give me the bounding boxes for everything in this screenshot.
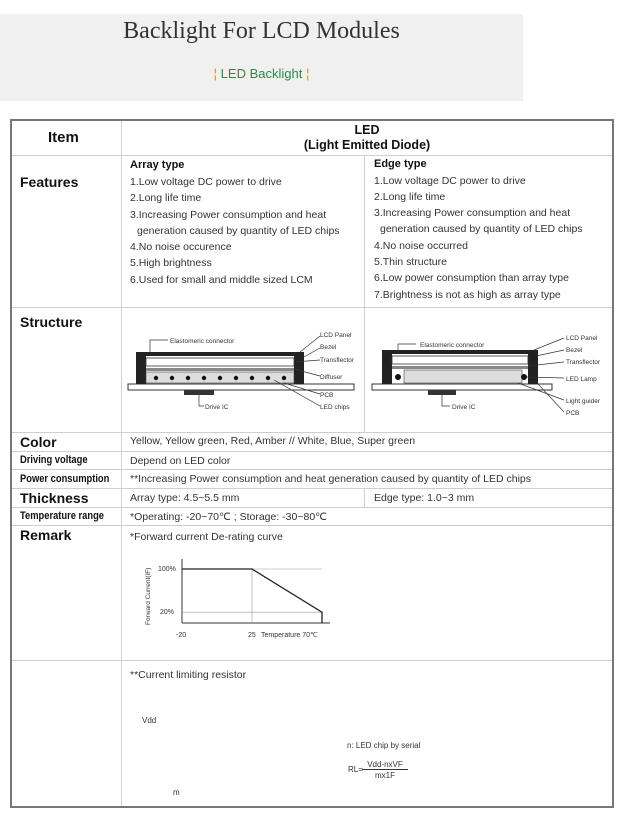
row-divider	[12, 432, 612, 433]
row-divider	[12, 660, 612, 661]
label-bezel: Bezel	[566, 347, 583, 354]
bezel-right	[294, 352, 304, 384]
edge-feature-item: 7.Brightness is not as high as array type	[374, 289, 561, 301]
row-divider	[12, 507, 612, 508]
array-feature-item: 5.High brightness	[130, 257, 212, 269]
drive-ic-chip	[184, 390, 214, 395]
light-guider	[404, 370, 522, 383]
label-drive-ic: Drive IC	[452, 404, 476, 411]
edge-type-heading: Edge type	[374, 158, 427, 170]
current-limiting-resistor-title: **Current limiting resistor	[130, 669, 247, 681]
n-note: n: LED chip by serial	[347, 741, 421, 750]
bezel-top	[136, 352, 304, 356]
derating-curve-title: *Forward current De-rating curve	[130, 531, 283, 543]
row-divider	[12, 155, 612, 156]
transflector	[392, 366, 528, 369]
rl-denominator: mx1F	[375, 771, 395, 780]
pcb-board	[128, 384, 354, 390]
array-type-heading: Array type	[130, 159, 185, 171]
array-feature-item: generation caused by quantity of LED chips	[137, 225, 340, 237]
column-divider-structure	[364, 307, 365, 432]
array-feature-item: 1.Low voltage DC power to drive	[130, 176, 282, 188]
breadcrumb	[0, 66, 523, 81]
bezel-left	[382, 350, 392, 384]
bezel-top	[382, 350, 538, 354]
chart-y-tick-label: 20%	[160, 609, 175, 617]
driving-voltage-value: Depend on LED color	[130, 455, 231, 467]
temperature-range-label: Temperature range	[20, 510, 105, 522]
edge-feature-item: 3.Increasing Power consumption and heat	[374, 207, 571, 219]
led-header-line2: (Light Emitted Diode)	[303, 138, 431, 152]
m-label: m	[173, 788, 180, 797]
power-consumption-value: **Increasing Power consumption and heat generation caused by quantity of LED chips	[130, 473, 531, 485]
edge-feature-item: generation caused by quantity of LED chips	[380, 223, 583, 235]
breadcrumb-separator-left: ¦	[213, 66, 218, 81]
edge-feature-item: 4.No noise occurred	[374, 240, 468, 252]
features-label: Features	[20, 174, 79, 190]
thickness-array-value: Array type: 4.5~5.5 mm	[130, 492, 240, 504]
row-divider	[12, 307, 612, 308]
edge-feature-item: 6.Low power consumption than array type	[374, 272, 569, 284]
color-label: Color	[20, 434, 57, 450]
rl-label: RL=	[348, 765, 363, 774]
label-transflector: Transflector	[320, 357, 355, 364]
diffuser	[146, 368, 294, 371]
label-elastomeric-connector: Elastomeric connector	[420, 342, 485, 349]
label-drive-ic: Drive IC	[205, 404, 229, 411]
label-pcb: PCB	[320, 392, 334, 399]
structure-label: Structure	[20, 314, 83, 330]
label-diffuser: Diffuser	[320, 374, 343, 381]
edge-feature-item: 2.Long life time	[374, 191, 446, 203]
thickness-edge-value: Edge type: 1.0~3 mm	[374, 492, 475, 504]
array-structure-diagram	[124, 322, 362, 422]
color-value: Yellow, Yellow green, Red, Amber // White, Blue, Super green	[130, 435, 416, 447]
derating-chart	[140, 555, 340, 645]
array-feature-item: 4.No noise occurence	[130, 241, 232, 253]
chart-y-axis-label: Forward Current(IF)	[145, 567, 152, 625]
led-lamp-left	[395, 374, 401, 380]
label-led-chips: LED chips	[320, 404, 350, 411]
label-elastomeric-connector: Elastomeric connector	[170, 338, 235, 345]
chart-x-tick-label: 25	[248, 632, 256, 639]
array-feature-item: 2.Long life time	[130, 192, 202, 204]
edge-structure-diagram	[368, 322, 608, 426]
temperature-value: *Operating: -20~70℃ ; Storage: -30~80℃	[130, 511, 327, 523]
led-header-line1: LED	[354, 123, 380, 137]
array-feature-item: 3.Increasing Power consumption and heat	[130, 209, 327, 221]
lcd-panel	[146, 358, 294, 366]
label-lcd-panel: LCD Panel	[320, 332, 352, 339]
edge-feature-item: 5.Thin structure	[374, 256, 447, 268]
remark-label: Remark	[20, 527, 72, 543]
thickness-label: Thickness	[20, 490, 89, 506]
breadcrumb-separator-right: ¦	[305, 66, 310, 81]
chart-x-tick-label: -20	[176, 632, 187, 639]
rl-numerator: Vdd-nxVF	[362, 760, 408, 770]
label-lcd-panel: LCD Panel	[566, 335, 598, 342]
bezel-right	[528, 350, 538, 384]
pcb-board	[372, 384, 552, 390]
row-divider	[12, 488, 612, 489]
power-consumption-label: Power consumption	[20, 473, 110, 485]
vdd-label: Vdd	[142, 716, 157, 725]
drive-ic-chip	[428, 390, 456, 395]
chart-y-tick-label: 100%	[158, 566, 176, 573]
lcd-panel	[392, 356, 528, 364]
page-header	[0, 14, 523, 101]
page-title: Backlight For LCD Modules	[123, 18, 400, 44]
label-transflector: Transflector	[566, 359, 601, 366]
label-light-guider: Light guider	[566, 398, 600, 405]
column-divider-thickness	[364, 488, 365, 507]
chart-x-axis-label: Temperature 70℃	[261, 632, 318, 639]
row-divider	[12, 525, 612, 526]
column-divider-features	[364, 155, 365, 307]
array-feature-item: 6.Used for small and middle sized LCM	[130, 274, 313, 286]
row-divider	[12, 469, 612, 470]
label-led-lamp: LED Lamp	[566, 376, 597, 383]
breadcrumb-link-led-backlight[interactable]: LED Backlight	[220, 66, 303, 81]
row-divider	[12, 451, 612, 452]
item-header: Item	[48, 129, 79, 146]
column-divider	[121, 121, 122, 806]
label-pcb: PCB	[566, 410, 580, 417]
edge-feature-item: 1.Low voltage DC power to drive	[374, 175, 526, 187]
driving-voltage-label: Driving voltage	[20, 454, 88, 466]
bezel-left	[136, 352, 146, 384]
label-bezel: Bezel	[320, 344, 337, 351]
